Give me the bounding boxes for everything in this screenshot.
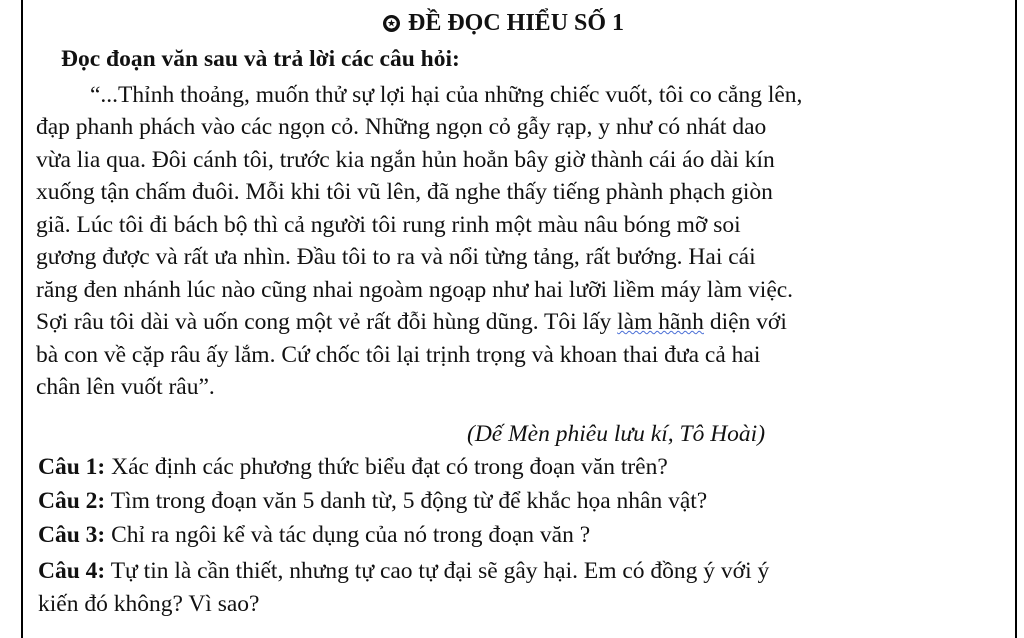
question-text: Tự tin là cần thiết, nhưng tự cao tự đại sẽ gây hại. Em có đồng ý với ý — [105, 558, 770, 584]
star-circle-icon: ✪ — [383, 15, 400, 32]
passage-line-2: đạp phanh phách vào các ngọn cỏ. Những ngọn cỏ gẫy rạp, y như có nhát dao — [36, 114, 767, 140]
passage-line-5: giã. Lúc tôi đi bách bộ thì cả người tôi rung rinh một màu nâu bóng mỡ soi — [36, 212, 741, 238]
question-text: Tìm trong đoạn văn 5 danh từ, 5 động từ để khắc họa nhân vật? — [105, 488, 708, 514]
passage-line-8-tail: diện với — [703, 309, 787, 335]
question-label: Câu 2: — [38, 488, 106, 514]
question-4 — [38, 556, 769, 586]
right-border — [1015, 0, 1017, 638]
question-2 — [38, 486, 707, 516]
passage-line-4: xuống tận chấm đuôi. Mỗi khi tôi vũ lên, đã nghe thấy tiếng phành phạch giòn — [36, 179, 773, 205]
question-1 — [38, 452, 668, 482]
question-text: Chỉ ra ngôi kể và tác dụng của nó trong đoạn văn ? — [105, 522, 591, 548]
question-3 — [38, 520, 590, 550]
page-title — [383, 8, 624, 38]
passage-source: (Dế Mèn phiêu lưu kí, Tô Hoài) — [467, 421, 766, 447]
title-text: ĐỀ ĐỌC HIỂU SỐ 1 — [408, 10, 625, 36]
spellcheck-underline: làm hãnh — [617, 309, 704, 335]
passage-line-7: răng đen nhánh lúc nào cũng nhai ngoàm ngoạp như hai lưỡi liềm máy làm việc. — [36, 277, 794, 303]
passage-line-1: “...Thỉnh thoảng, muốn thử sự lợi hại của những chiếc vuốt, tôi co cẳng lên, — [90, 82, 803, 108]
passage-line-9: bà con về cặp râu ấy lắm. Cứ chốc tôi lại trịnh trọng và khoan thai đưa cả hai — [36, 342, 761, 368]
passage-line-8-head: Sợi râu tôi dài và uốn cong một vẻ rất đỗi hùng dũng. Tôi lấy — [36, 309, 612, 335]
question-label: Câu 4: — [38, 558, 106, 584]
instruction: Đọc đoạn văn sau và trả lời các câu hỏi: — [61, 46, 460, 72]
passage-line-10: chân lên vuốt râu”. — [36, 374, 215, 400]
passage-line-6: gương được và rất ưa nhìn. Đầu tôi to ra và nổi từng tảng, rất bướng. Hai cái — [36, 244, 756, 270]
left-border — [21, 0, 23, 638]
question-text: Xác định các phương thức biểu đạt có trong đoạn văn trên? — [105, 454, 668, 480]
question-label: Câu 3: — [38, 522, 106, 548]
passage-line-3: vừa lia qua. Đôi cánh tôi, trước kia ngắn hủn hoẳn bây giờ thành cái áo dài kín — [36, 147, 775, 173]
passage-line-8 — [36, 307, 787, 337]
question-4-continuation: kiến đó không? Vì sao? — [38, 591, 260, 617]
question-label: Câu 1: — [38, 454, 106, 480]
